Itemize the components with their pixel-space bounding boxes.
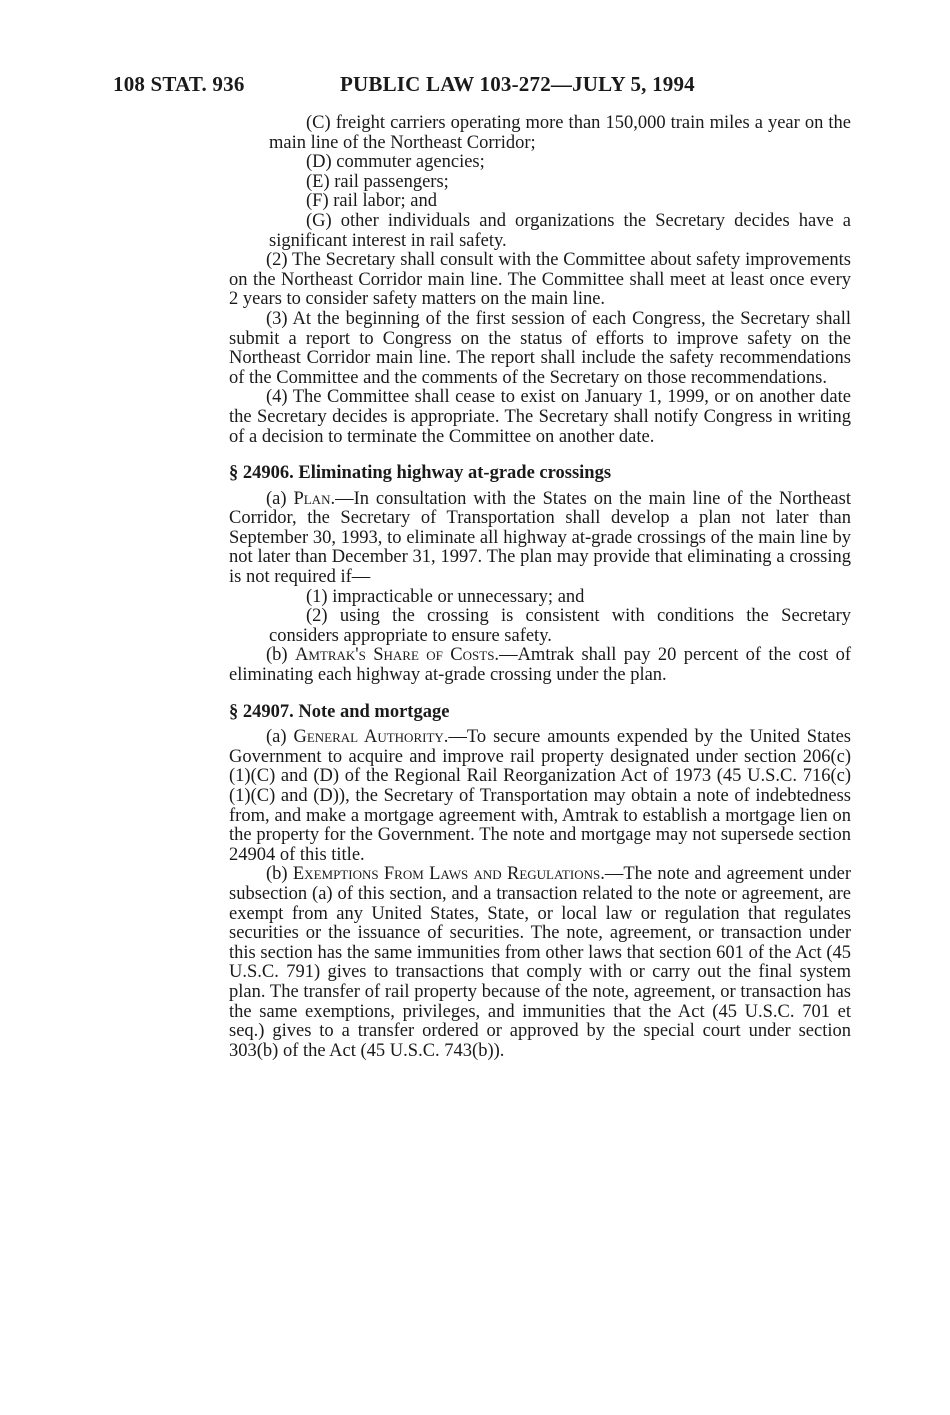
running-head: PUBLIC LAW 103-272—JULY 5, 1994 (340, 72, 695, 96)
section-24906-a (229, 490, 851, 588)
subsection-label: (b) (266, 645, 295, 666)
paragraph-f: (F) rail labor; and (306, 191, 437, 212)
subsection-text: —The note and agreement under subsection (a) of this section, and a transaction related to the note or agreement, are exempt from any United States, State, or local law or regulation that regulates securities or the issuance of securities. The note, agreement, or transaction under this section has the same immunities from other laws that section 601 of the Act (45 U.S.C. 791) gives to transactions that comply with or carry out the final system plan. The transfer of rail property because of the note, agreement, or transaction has the same exemptions, privileges, and immunities that the Act (45 U.S.C. 701 et seq.) gives to a transfer ordered or approved by the special court under section 303(b) of the Act (45 U.S.C. 743(b)). (229, 864, 851, 1061)
subsection-text: —Amtrak shall pay 20 percent of the cost of eliminating each highway at-grade crossing under the plan. (229, 645, 851, 686)
subsection-text: —In consultation with the States on the main line of the Northeast Corridor, the Secretary of Transportation shall develop a plan not later than September 30, 1993, to eliminate all highway at-grade crossings of the main line by not later than December 31, 1997. The plan may provide that eliminating a crossing is not required if— (229, 488, 851, 588)
subsection-label: (b) (266, 864, 293, 885)
section-24907-heading: § 24907. Note and mortgage (229, 701, 450, 722)
section-24906-a-2: (2) using the crossing is consistent with conditions the Secretary considers appropriate to ensure safety. (269, 606, 851, 646)
document-body (229, 114, 851, 1061)
section-24906-a-1: (1) impracticable or unnecessary; and (306, 586, 585, 607)
subsection-label: (a) (266, 488, 294, 509)
section-24907-b (229, 865, 851, 1061)
subsection-heading: Exemptions From Laws and Regulations. (292, 864, 605, 885)
section-24906-b (229, 646, 851, 685)
paragraph-2: (2) The Secretary shall consult with the Committee about safety improvements on the Northeast Corridor main line. The Committee shall meet at least once every 2 years to consider safety matters on the main line. (229, 250, 851, 310)
subsection-heading: Amtrak's Share of Costs. (294, 645, 500, 666)
subsection-label: (a) (266, 727, 294, 748)
section-24907-a (229, 728, 851, 865)
paragraph-g: (G) other individuals and organizations the Secretary decides have a significant interest in rail safety. (269, 210, 851, 251)
subsection-text: —To secure amounts expended by the United States Government to acquire and improve rail property designated under section 206(c)(1)(C) and (D) of the Regional Rail Reorganization Act of 1973 (45 U.S.C. 716(c)(1)(C) and (D)), the Secretary of Transportation may obtain a note of indebtedness from, and make a mortgage agreement with, Amtrak to establish a mortgage lien on the property for the Government. The note and mortgage may not supersede section 24904 of this title. (229, 727, 851, 865)
statute-page-number: 108 STAT. 936 (113, 72, 245, 96)
subsection-heading: General Authority. (293, 727, 449, 748)
paragraph-c: (C) freight carriers operating more than 150,000 train miles a year on the main line of the Northeast Corridor; (269, 113, 851, 153)
paragraph-d: (D) commuter agencies; (306, 152, 485, 173)
section-24906-heading: § 24906. Eliminating highway at-grade crossings (229, 463, 612, 484)
page-header (0, 72, 950, 102)
paragraph-3: (3) At the beginning of the first session of each Congress, the Secretary shall submit a report to Congress on the status of efforts to improve safety on the Northeast Corridor main line. The report shall include the safety recommendations of the Committee and the comments of the Secretary on those recommendations. (229, 308, 851, 388)
subsection-heading: Plan. (293, 488, 336, 509)
paragraph-4: (4) The Committee shall cease to exist on January 1, 1999, or on another date the Secretary decides is appropriate. The Secretary shall notify Congress in writing of a decision to terminate the Committee on another date. (229, 387, 851, 447)
paragraph-e: (E) rail passengers; (306, 171, 449, 192)
